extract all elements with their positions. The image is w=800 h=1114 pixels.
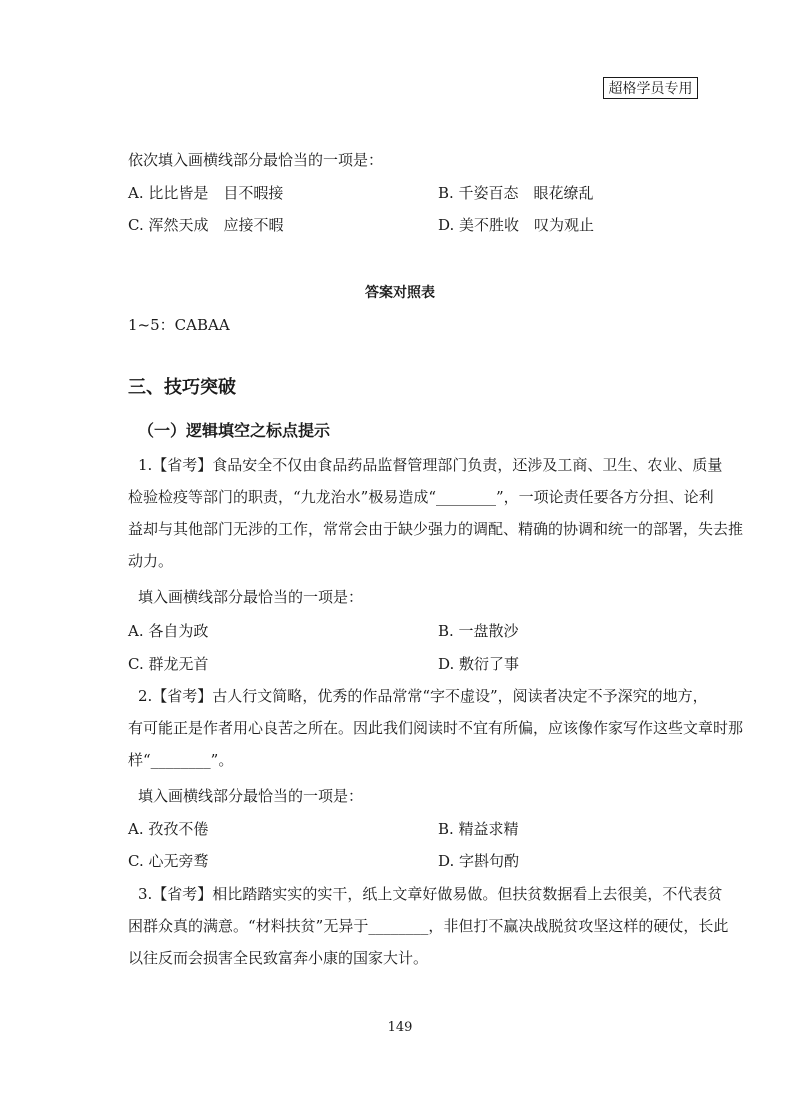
q1-prompt: 填入画横线部分最恰当的一项是： (138, 588, 364, 606)
q2-option-d: D. 字斟句酌 (438, 852, 520, 870)
q2-option-c: C. 心无旁骛 (128, 852, 209, 870)
q1-line-1: 1.【省考】食品安全不仅由食品药品监督管理部门负责，还涉及工商、卫生、农业、质量 (138, 456, 723, 474)
prev-option-b: B. 千姿百态 眼花缭乱 (438, 184, 594, 202)
q3-line-3: 以往反而会损害全民致富奔小康的国家大计。 (128, 949, 429, 967)
prev-question-prompt: 依次填入画横线部分最恰当的一项是： (128, 151, 384, 169)
q2-line-1: 2.【省考】古人行文简略，优秀的作品常常“字不虚设”，阅读者决定不予深究的地方， (138, 687, 708, 705)
q2-line-2: 有可能正是作者用心良苦之所在。因此我们阅读时不宜有所偏，应该像作家写作这些文章时那 (128, 719, 744, 737)
page-number: 149 (387, 1020, 413, 1035)
q1-line-4: 动力。 (128, 552, 174, 570)
prev-option-a: A. 比比皆是 目不暇接 (128, 184, 284, 202)
q3-line-1: 3.【省考】相比踏踏实实的实干，纸上文章好做易做。但扶贫数据看上去很美，不代表贫 (138, 885, 723, 903)
section-title: 三、技巧突破 (128, 377, 236, 398)
q1-line-2: 检验检疫等部门的职责，“九龙治水”极易造成“________”，一项论责任要各方分担、论利 (128, 488, 714, 506)
q2-option-b: B. 精益求精 (438, 820, 519, 838)
prev-option-c: C. 浑然天成 应接不暇 (128, 216, 284, 234)
q2-prompt: 填入画横线部分最恰当的一项是： (138, 787, 364, 805)
q1-option-d: D. 敷衍了事 (438, 655, 520, 673)
student-only-badge: 超格学员专用 (603, 77, 698, 99)
prev-option-d: D. 美不胜收 叹为观止 (438, 216, 595, 234)
q1-line-3: 益却与其他部门无涉的工作，常常会由于缺少强力的调配、精确的协调和统一的部署，失去推 (128, 520, 744, 538)
answer-key: 1~5：CABAA (128, 316, 230, 334)
q2-line-3: 样“________”。 (128, 751, 234, 769)
subsection-title: （一）逻辑填空之标点提示 (138, 421, 331, 440)
q1-option-a: A. 各自为政 (128, 622, 209, 640)
q3-line-2: 困群众真的满意。“材料扶贫”无异于________，非但打不赢决战脱贫攻坚这样的硬仗，长此 (128, 917, 729, 935)
q1-option-b: B. 一盘散沙 (438, 622, 519, 640)
q1-option-c: C. 群龙无首 (128, 655, 209, 673)
answer-table-title: 答案对照表 (365, 285, 435, 301)
q2-option-a: A. 孜孜不倦 (128, 820, 209, 838)
